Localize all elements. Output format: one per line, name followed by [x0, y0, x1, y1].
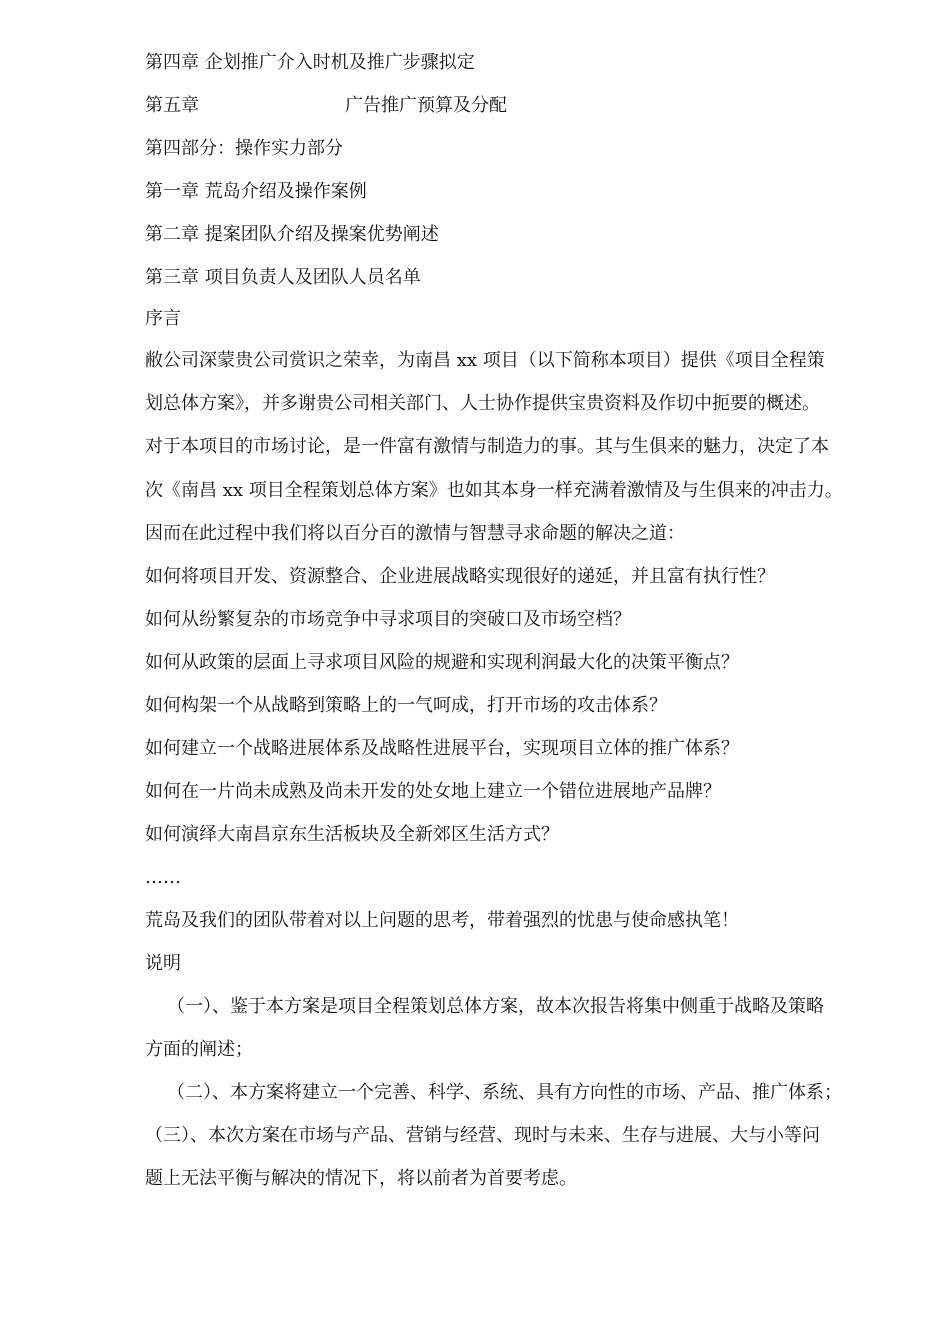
toc-chapter-5-number: 第五章	[145, 95, 199, 116]
notes-item-1: （一）、鉴于本方案是项目全程策划总体方案，故本次报告将集中侧重于战略及策略	[167, 996, 824, 1017]
notes-heading: 说明	[145, 953, 181, 974]
toc-chapter-2: 第二章 提案团队介绍及操案优势阐述	[145, 224, 439, 245]
preface-question: 如何从纷繁复杂的市场竞争中寻求项目的突破口及市场空档？	[145, 609, 631, 630]
preface-question: 如何构架一个从战略到策略上的一气呵成，打开市场的攻击体系？	[145, 695, 667, 716]
preface-question: 如何将项目开发、资源整合、企业进展战略实现很好的递延，并且富有执行性？	[145, 566, 775, 587]
toc-chapter-3: 第三章 项目负责人及团队人员名单	[145, 267, 421, 288]
notes-item-1-continued: 方面的阐述；	[145, 1039, 253, 1060]
notes-item-3: （三）、本次方案在市场与产品、营销与经营、现时与未来、生存与进展、大与小等问	[145, 1125, 820, 1146]
preface-heading: 序言	[145, 308, 181, 329]
preface-question: 如何演绎大南昌京东生活板块及全新郊区生活方式？	[145, 824, 559, 845]
preface-paragraph-line: 敝公司深蒙贵公司赏识之荣幸，为南昌 xx 项目（以下简称本项目）提供《项目全程策	[145, 350, 825, 371]
notes-item-2: （二）、本方案将建立一个完善、科学、系统、具有方向性的市场、产品、推广体系；	[167, 1082, 842, 1103]
toc-chapter-1: 第一章 荒岛介绍及操作案例	[145, 181, 367, 202]
preface-ellipsis: ……	[145, 867, 181, 888]
notes-item-3-continued: 题上无法平衡与解决的情况下，将以前者为首要考虑。	[145, 1168, 577, 1189]
preface-question: 如何在一片尚未成熟及尚未开发的处女地上建立一个错位进展地产品牌？	[145, 781, 721, 802]
preface-paragraph-line: 对于本项目的市场讨论，是一件富有激情与制造力的事。其与生俱来的魅力，决定了本	[145, 436, 829, 457]
toc-chapter-4: 第四章 企划推广介入时机及推广步骤拟定	[145, 52, 475, 73]
preface-paragraph-line: 划总体方案》，并多谢贵公司相关部门、人士协作提供宝贵资料及作切中扼要的概述。	[145, 393, 820, 414]
preface-question: 如何从政策的层面上寻求项目风险的规避和实现利润最大化的决策平衡点？	[145, 652, 739, 673]
preface-paragraph-line: 次《南昌 xx 项目全程策划总体方案》也如其本身一样充满着激情及与生俱来的冲击力。	[145, 480, 843, 501]
toc-chapter-5	[145, 93, 895, 119]
toc-chapter-5-title: 广告推广预算及分配	[345, 95, 507, 116]
preface-question: 如何建立一个战略进展体系及战略性进展平台，实现项目立体的推广体系？	[145, 738, 739, 759]
preface-closing: 荒岛及我们的团队带着对以上问题的思考，带着强烈的忧患与使命感执笔！	[145, 910, 739, 931]
preface-paragraph-line: 因而在此过程中我们将以百分百的激情与智慧寻求命题的解决之道：	[145, 523, 685, 544]
toc-part-4: 第四部分：操作实力部分	[145, 138, 343, 159]
